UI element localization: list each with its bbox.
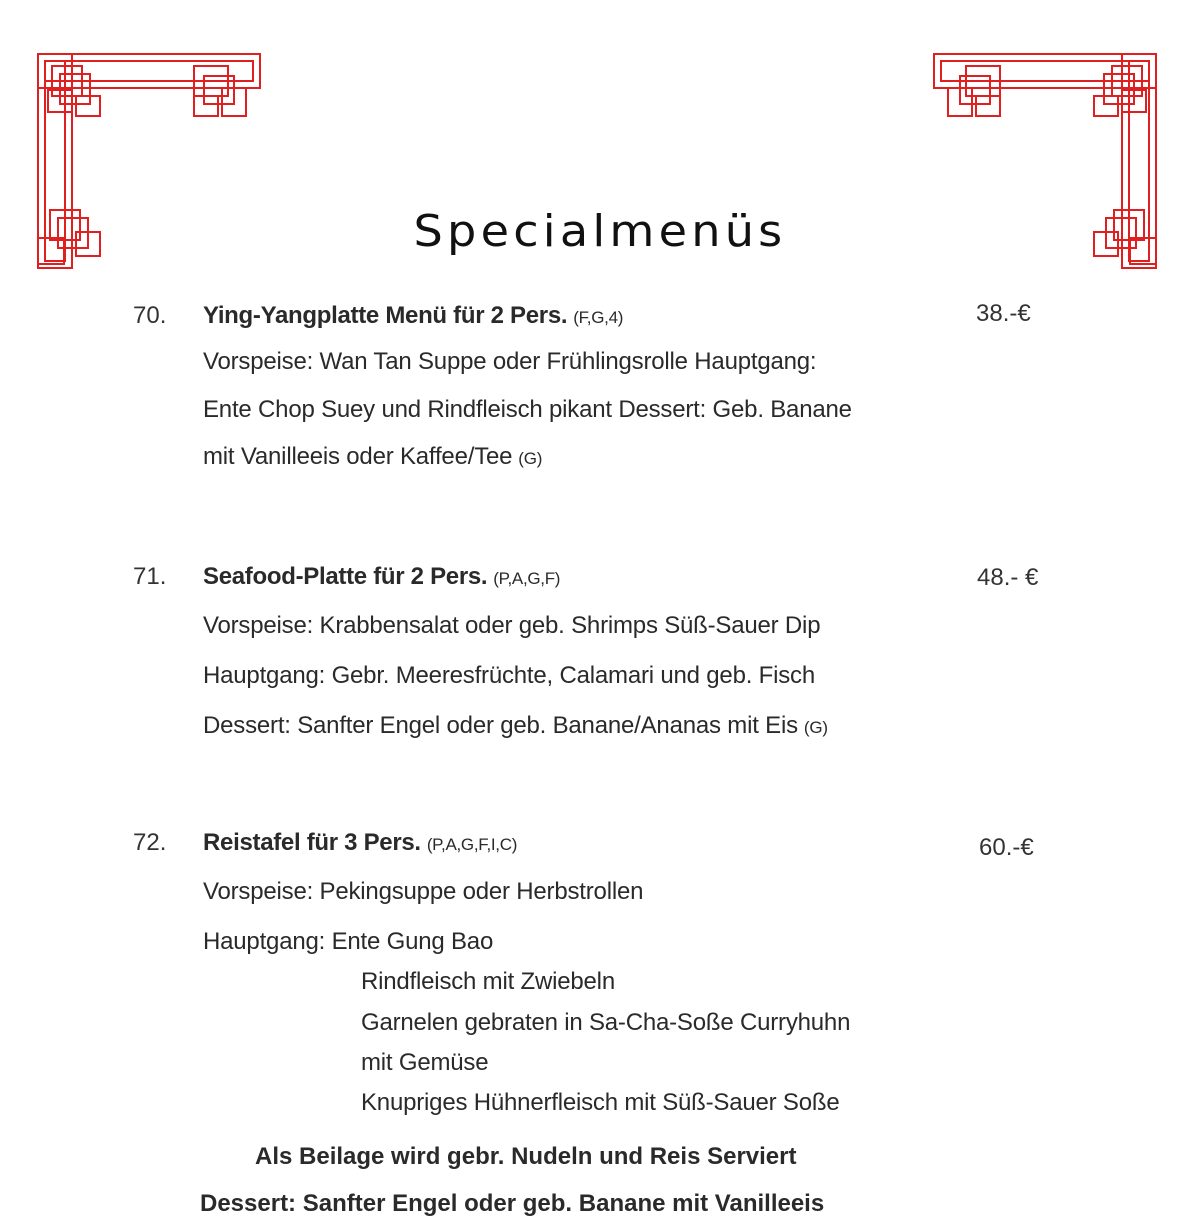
allergen-codes: (G) [803,718,828,737]
item-description-line: mit Gemüse [361,1049,489,1076]
item-name-text: Ying-Yangplatte Menü für 2 Pers. [203,302,568,329]
allergen-codes: (P,A,G,F) [493,569,561,588]
item-name-text: Seafood-Platte für 2 Pers. [203,563,488,590]
item-description-text: Dessert: Sanfter Engel oder geb. Banane/Ananas mit Eis [203,712,798,739]
item-name [203,829,517,857]
item-description-line: Rindfleisch mit Zwiebeln [361,968,615,995]
item-number: 70. [133,302,167,329]
item-description-text: mit Vanilleeis oder Kaffee/Tee [203,443,513,470]
item-description-line: Knupriges Hühnerfleisch mit Süß-Sauer Soße [361,1089,840,1116]
item-description-line: Vorspeise: Krabbensalat oder geb. Shrimps Süß-Sauer Dip [203,612,821,639]
item-description-line: Hauptgang: Gebr. Meeresfrüchte, Calamari und geb. Fisch [203,662,815,689]
page-title: Specialmenüs [413,206,787,257]
item-name-text: Reistafel für 3 Pers. [203,829,421,856]
item-description-line: Garnelen gebraten in Sa-Cha-Soße Curryhuhn [361,1009,851,1036]
item-number: 72. [133,829,167,856]
item-number: 71. [133,563,167,590]
item-description-line: Vorspeise: Wan Tan Suppe oder Frühlingsrolle Hauptgang: [203,348,817,375]
item-price: 38.-€ [976,300,1031,327]
dessert-line-cutoff: Dessert: Sanfter Engel oder geb. Banane mit Vanilleeis [200,1190,825,1217]
item-description-line: Ente Chop Suey und Rindfleisch pikant Dessert: Geb. Banane [203,396,852,423]
item-price: 48.- € [977,564,1039,591]
allergen-codes: (F,G,4) [573,308,624,327]
item-price: 60.-€ [979,834,1034,861]
item-description-line: Vorspeise: Pekingsuppe oder Herbstrollen [203,878,644,905]
item-name [203,563,560,591]
item-description-line [203,443,542,471]
side-dish-note: Als Beilage wird gebr. Nudeln und Reis Serviert [255,1143,797,1170]
item-description-line: Hauptgang: Ente Gung Bao [203,928,494,955]
item-name [203,302,623,330]
item-description-line [203,712,828,740]
allergen-codes: (G) [518,449,543,468]
allergen-codes: (P,A,G,F,I,C) [426,835,518,854]
